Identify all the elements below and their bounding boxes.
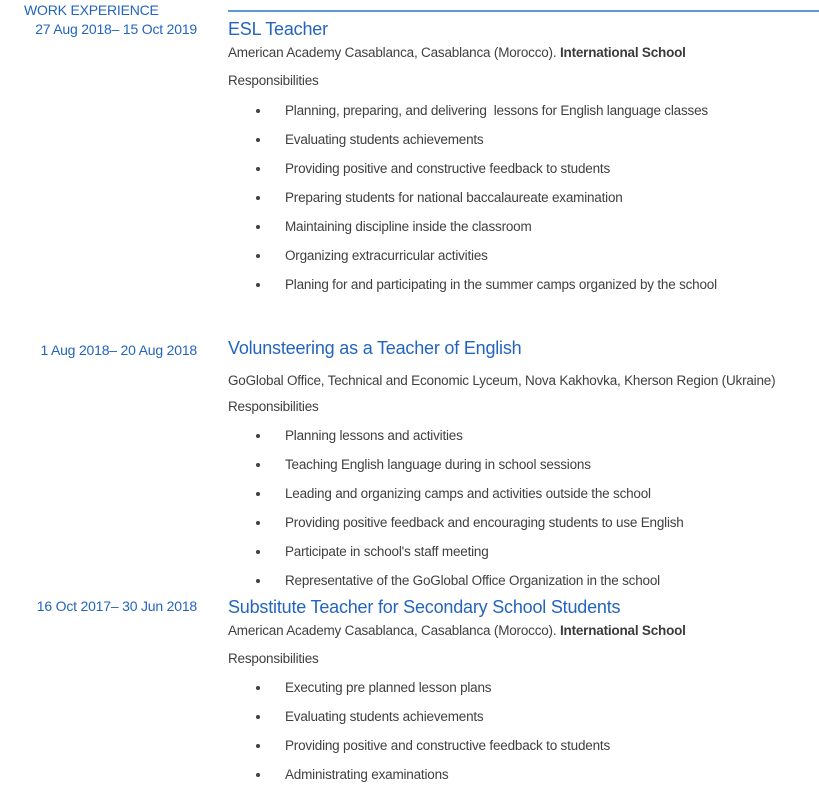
bullet-text: Planning, preparing, and delivering lessons for English language classes xyxy=(285,103,708,118)
bullet-icon xyxy=(256,196,260,200)
bullet-icon xyxy=(256,254,260,258)
bullet-item xyxy=(228,190,819,206)
bullet-item xyxy=(228,515,819,531)
bullet-text: Providing positive and constructive feedback to students xyxy=(285,161,610,176)
date-column xyxy=(0,596,197,614)
bullet-item xyxy=(228,544,819,560)
responsibilities-label: Responsibilities xyxy=(228,651,319,666)
bullet-icon xyxy=(256,138,260,142)
bullet-list xyxy=(228,428,819,589)
bullet-icon xyxy=(256,167,260,171)
bullet-text: Planing for and participating in the summer camps organized by the school xyxy=(285,277,717,292)
bullet-icon xyxy=(256,492,260,496)
bullet-icon xyxy=(256,225,260,229)
bullet-text: Representative of the GoGlobal Office Organization in the school xyxy=(285,573,660,588)
bullet-item xyxy=(228,428,819,444)
work-experience-entry-substitute-teacher xyxy=(0,596,819,783)
bullet-text: Leading and organizing camps and activities outside the school xyxy=(285,486,651,501)
date-range: 16 Oct 2017– 30 Jun 2018 xyxy=(36,598,197,614)
organization-line xyxy=(228,372,819,390)
organization-type: International School xyxy=(559,623,686,638)
bullet-item xyxy=(228,709,819,725)
bullet-item xyxy=(228,132,819,148)
bullet-text: Preparing students for national baccalaureate examination xyxy=(285,190,623,205)
responsibilities-label: Responsibilities xyxy=(228,399,319,414)
organization-line xyxy=(228,622,819,640)
bullet-list xyxy=(228,680,819,783)
bullet-icon xyxy=(256,773,260,777)
bullet-item xyxy=(228,738,819,754)
bullet-item xyxy=(228,680,819,696)
bullet-text: Teaching English language during in school sessions xyxy=(285,457,591,472)
bullet-text: Providing positive and constructive feedback to students xyxy=(285,738,610,753)
entry-body xyxy=(228,596,819,783)
bullet-item xyxy=(228,457,819,473)
bullet-icon xyxy=(256,463,260,467)
date-range: 27 Aug 2018– 15 Oct 2019 xyxy=(35,21,197,37)
bullet-icon xyxy=(256,109,260,113)
bullet-text: Executing pre planned lesson plans xyxy=(285,680,492,695)
date-range: 1 Aug 2018– 20 Aug 2018 xyxy=(40,342,197,358)
responsibilities-label: Responsibilities xyxy=(228,73,319,88)
bullet-item xyxy=(228,277,819,293)
bullet-text: Evaluating students achievements xyxy=(285,132,484,147)
organization-name: GoGlobal Office, Technical and Economic Lyceum, Nova Kakhovka, Kherson Region (Ukraine) xyxy=(228,373,776,388)
job-title: Substitute Teacher for Secondary School Students xyxy=(228,597,621,617)
bullet-icon xyxy=(256,744,260,748)
bullet-icon xyxy=(256,434,260,438)
bullet-icon xyxy=(256,686,260,690)
bullet-list xyxy=(228,103,819,293)
entry-body xyxy=(228,337,819,589)
section-label: WORK EXPERIENCE xyxy=(24,2,159,18)
bullet-text: Administrating examinations xyxy=(285,767,449,782)
job-title: Volunsteering as a Teacher of English xyxy=(228,338,522,358)
bullet-item xyxy=(228,767,819,783)
work-experience-entry-esl-teacher xyxy=(0,0,819,293)
organization-type: International School xyxy=(559,45,686,60)
bullet-icon xyxy=(256,550,260,554)
organization-line xyxy=(228,44,819,62)
date-column xyxy=(0,0,197,37)
date-column xyxy=(0,337,197,358)
bullet-text: Organizing extracurricular activities xyxy=(285,248,488,263)
bullet-icon xyxy=(256,715,260,719)
organization-name: American Academy Casablanca, Casablanca (Morocco). xyxy=(228,45,560,60)
bullet-text: Maintaining discipline inside the classroom xyxy=(285,219,532,234)
bullet-text: Providing positive feedback and encouraging students to use English xyxy=(285,515,684,530)
bullet-item xyxy=(228,248,819,264)
work-experience-entry-volunteering xyxy=(0,337,819,589)
bullet-text: Evaluating students achievements xyxy=(285,709,484,724)
bullet-item xyxy=(228,161,819,177)
bullet-icon xyxy=(256,579,260,583)
bullet-icon xyxy=(256,283,260,287)
bullet-text: Participate in school's staff meeting xyxy=(285,544,489,559)
section-rule xyxy=(228,10,819,12)
bullet-item xyxy=(228,486,819,502)
job-title: ESL Teacher xyxy=(228,19,328,39)
bullet-icon xyxy=(256,521,260,525)
organization-name: American Academy Casablanca, Casablanca (Morocco). xyxy=(228,623,560,638)
bullet-item xyxy=(228,219,819,235)
bullet-item xyxy=(228,103,819,119)
bullet-item xyxy=(228,573,819,589)
bullet-text: Planning lessons and activities xyxy=(285,428,463,443)
entry-body xyxy=(228,0,819,293)
